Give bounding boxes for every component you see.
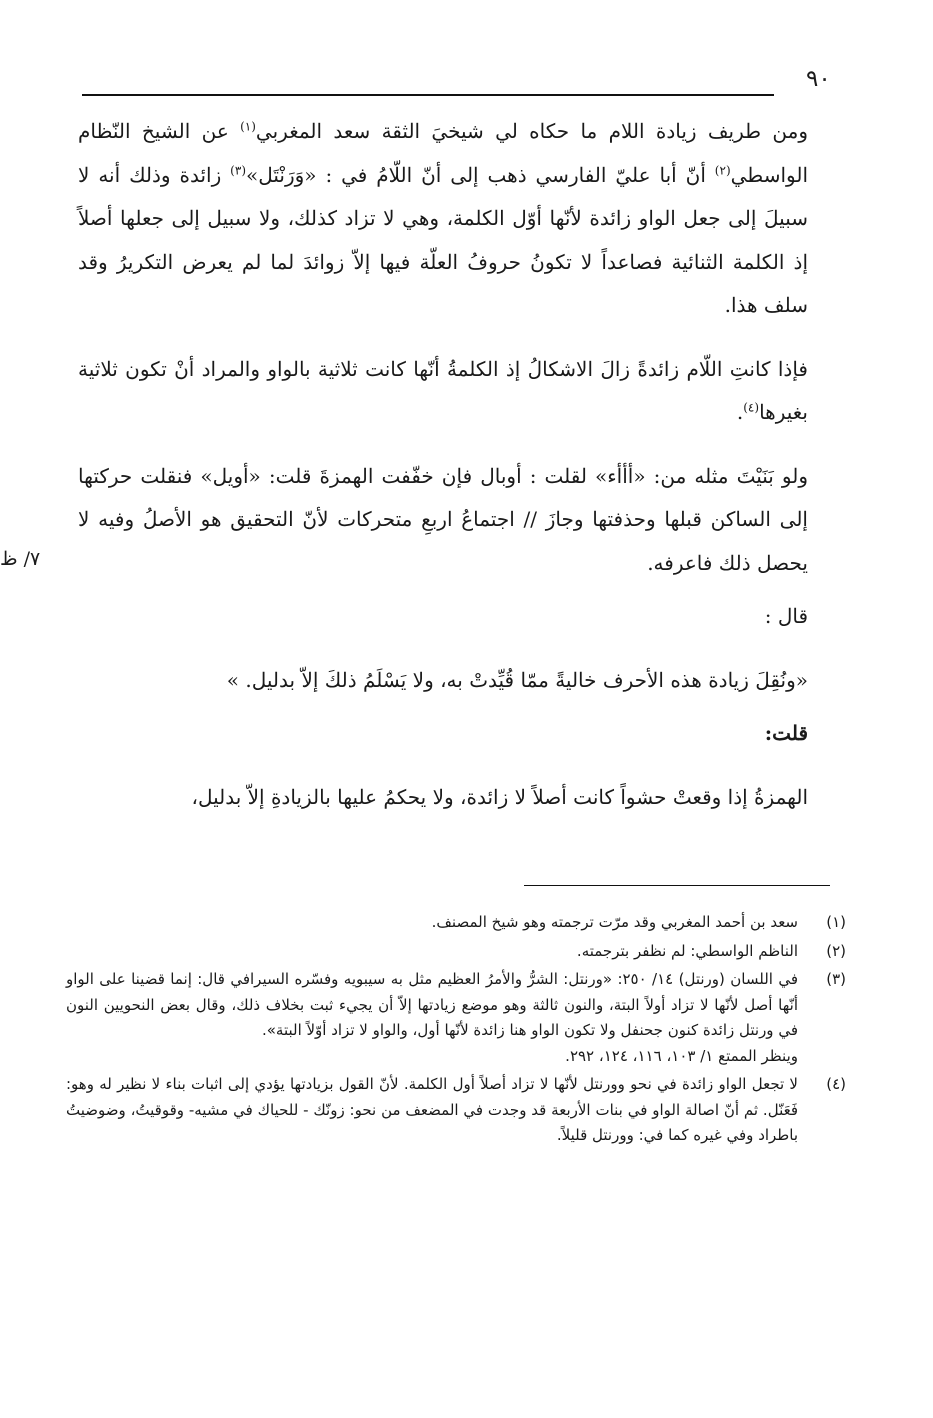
footnote-line: سعد بن أحمد المغربي وقد مرّت ترجمته وهو شيخ المصنف. [431,913,798,931]
heading-qala: قال : [764,604,808,628]
page-number: ٩٠ [806,66,831,92]
paragraph-1-part-2: عن الشيخ النّظام الواسطي [78,119,808,187]
footnote-text [66,1072,798,1149]
footnote-3 [66,967,846,1069]
paragraph-1-part-4: زائدة وذلك أنه لا سبيلَ إلى جعل الواو زائدة لأنّها أوّل الكلمة، وهي لا تزاد كذلك، ولا سبيل إلى جعلها أصلاً إذ الكلمة الثنائية فصاعداً لا تكونُ حروفُ العلّة فيها إلاّ زوائدَ لما لم يعرض التكريرُ وقد سلف هذا. [78,162,808,317]
quoted-text: «ونُقِلَ زيادة هذه الأحرف خاليةً ممّا قُيِّدتْ به، ولا يَسْلَمُ ذلكَ إلاّ بدليل. » [226,667,808,692]
footnote-4 [66,1072,846,1149]
footnote-1 [66,910,846,936]
footnote-number: (١) [826,913,846,931]
footnote-line: في اللسان (ورنتل) ١٤/ ٢٥٠: «ورنتل: الشرُّ والأمرُ العظيم مثل به سيبويه وفسّره السيرافي قال: إنما قضينا على الواو أنّها أصل لأنّها لا تزاد أولاً البتة، والنون ثالثة وهو موضع زيادتها إلاّ أن يجيء ثبت بخلاف ذلك، وقال بعض النحويين النون في ورنتل زائدة كنون جحنفل ولا تكون الواو هنا زائدة لأنّها أول، والواو لا تزاد أوّلاً البتة». [66,970,799,1039]
footnote-line: لا تجعل الواو زائدة في نحو وورنتل لأنّها لا تزاد أصلاً أول الكلمة. لأنّ القول بزيادتها يؤدي إلى اثبات بناء لا نظير له وهو: فَعَنّل. ثم أنّ اصالة الواو في بنات الأربعة قد وجدت في المضعف من نحو: زونّك - للحياك في مشيه- وقوقيتُ، وضوضيتُ باطراد وفي غيره كما في: وورنتل قليلاً. [66,1075,798,1144]
footnote-number: (٢) [826,941,846,960]
paragraph-1-part-3: أنّ أبا عليّ الفارسي ذهب إلى أنّ اللّامُ في : «وَرَنْتَل» [246,162,715,187]
main-text [78,110,808,829]
footnotes [66,910,846,1152]
footnote-text [66,967,798,1069]
footnote-text [66,910,798,936]
paragraph-3: ولو بَنَيْتَ مثله من: «أأأء» لقلت : أوبال فإن خفّفت الهمزةَ قلت: «أويل» فنقلت حركتها إلى الساكن قبلها وحذفتها وجازَ // اجتماعُ اربعِ متحركات لأنّ التحقيق هو الأصلُ وفيه لا يحصل ذلك فاعرفه. [78,463,808,575]
paragraph-last: الهمزةُ إذا وقعتْ حشواً كانت أصلاً لا زائدة، ولا يحكمُ عليها بالزيادةِ إلاّ بدليل، [191,784,808,809]
footnote-text [66,939,798,965]
footnote-ref-2: (٢) [714,162,731,177]
footnote-ref-3: (٣) [230,162,246,177]
margin-note: ٧/ ظ [0,548,41,570]
heading-qultu: قلت: [764,721,808,745]
footnote-ref-4: (٤) [743,400,760,415]
footnote-number: (٣) [826,970,846,988]
paragraph-1 [78,110,808,328]
paragraph-2-part-1: فإذا كانتِ اللّام زائدةً زالَ الاشكالُ إذ الكلمةُ أنّها كانت ثلاثية بالواو والمراد أنْ تكون ثلاثية بغيرها [78,356,808,424]
paragraph-1-part-1: ومن طريف زيادة اللام ما حكاه لي شيخيَ الثقة سعد المغربي [255,119,808,143]
footnote-line: وينظر الممتع ١/ ١٠٣، ١١٦، ١٢٤، ٢٩٢. [565,1046,798,1065]
paragraph-2 [78,348,808,435]
paragraph-2-part-2: . [736,400,744,424]
footnote-ref-1: (١) [240,119,256,134]
footnote-rule [524,885,830,886]
header-rule [82,94,774,96]
footnote-number: (٤) [826,1075,846,1093]
footnote-line: الناظم الواسطي: لم نظفر بترجمته. [576,941,798,960]
footnote-2 [66,939,846,965]
